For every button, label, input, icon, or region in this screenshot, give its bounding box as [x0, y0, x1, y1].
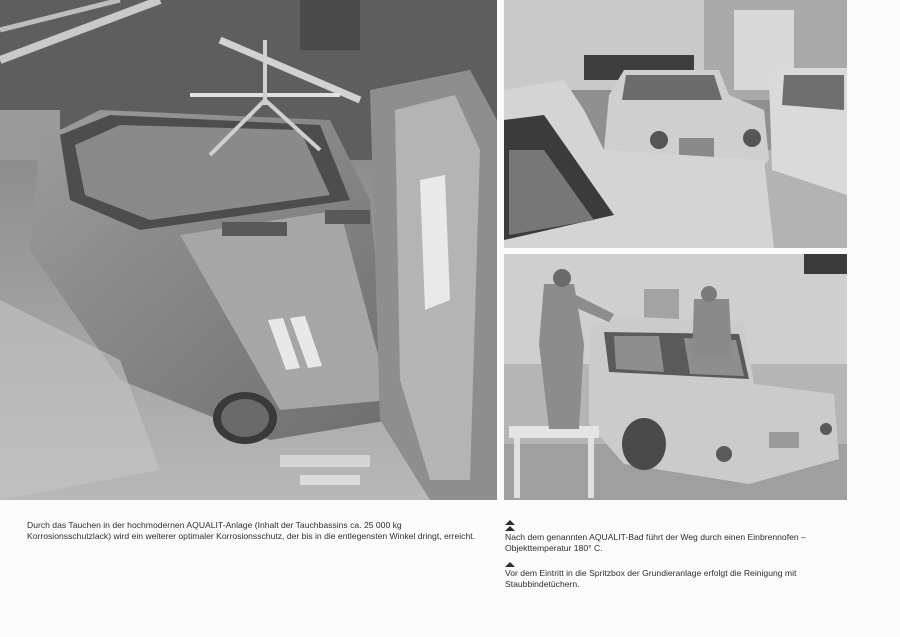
photo-baking-oven — [504, 0, 847, 248]
dust-cleaning-illustration — [504, 254, 847, 500]
caption-dip-bath-text: Durch das Tauchen in der hochmodernen AQUALIT-Anlage (Inhalt der Tauchbassins ca. 25 000 kg Korrosionsschutzlack) wird ein weiterer optimaler Korrosionsschutz, der bis in die entlegensten Winkel dringt, erreicht. — [27, 520, 476, 542]
up-arrow-icon — [505, 562, 825, 567]
double-up-arrow-icon — [505, 520, 825, 531]
baking-oven-illustration — [504, 0, 847, 248]
dip-bath-illustration — [0, 0, 497, 500]
photo-dust-cleaning — [504, 254, 847, 500]
caption-dust-cleaning-text: Vor dem Eintritt in die Spritzbox der Grundieranlage erfolgt die Reinigung mit Staubbindetüchern. — [505, 568, 797, 590]
caption-baking-oven — [505, 520, 825, 554]
photo-dip-bath — [0, 0, 497, 500]
caption-dip-bath — [27, 520, 477, 542]
caption-dust-cleaning — [505, 562, 825, 590]
caption-baking-oven-text: Nach dem genannten AQUALIT-Bad führt der Weg durch einen Einbrennofen – Objekttemperatur 180° C. — [505, 532, 806, 554]
